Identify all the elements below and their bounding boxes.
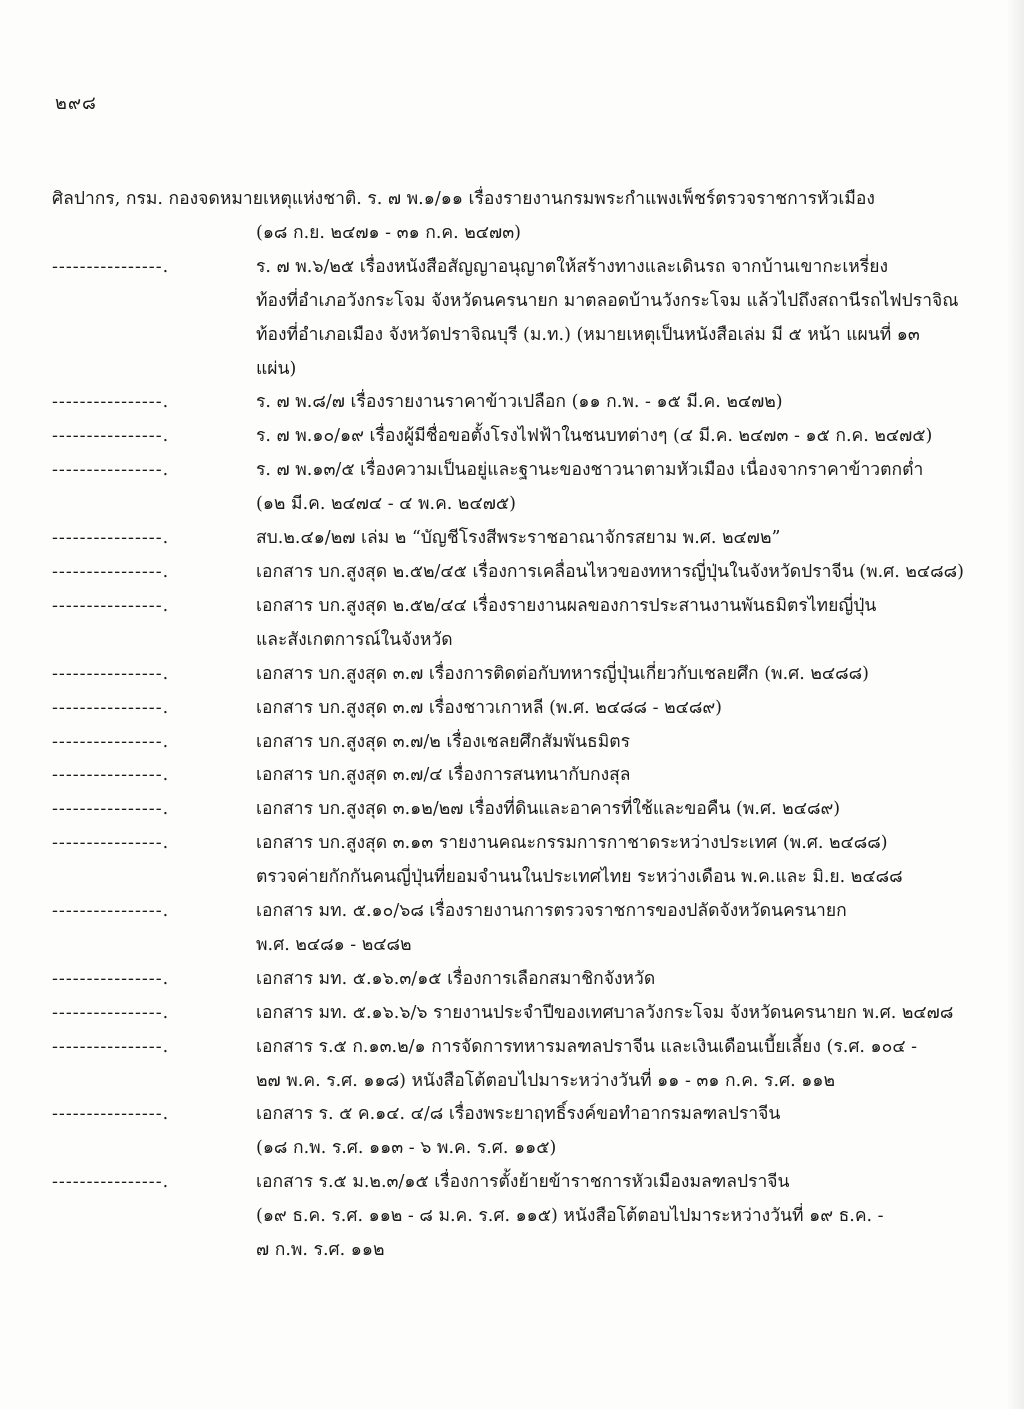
entry-text: [256, 895, 1007, 963]
entry-text: [256, 759, 1007, 793]
ditto-dash: ----------------.: [52, 426, 170, 447]
entry-line: เอกสาร ร. ๕ ค.๑๔. ๔/๘ เรื่องพระยาฤทธิ์รงค์ขอทำอากรมลฑลปราจีน: [256, 1104, 781, 1125]
entry-line: (๑๙ ธ.ค. ร.ศ. ๑๑๒ - ๘ ม.ค. ร.ศ. ๑๑๕) หนังสือโต้ตอบไปมาระหว่างวันที่ ๑๙ ธ.ค. -: [256, 1206, 884, 1227]
bibliography-entry: [52, 386, 1007, 420]
entry-line: ร. ๗ พ.๑๐/๑๙ เรื่องผู้มีชื่อขอตั้งโรงไฟฟ้าในชนบทต่างๆ (๔ มี.ค. ๒๔๗๓ - ๑๕ ก.ค. ๒๔๗๕): [256, 426, 933, 447]
entry-text: [256, 1166, 1007, 1268]
entry-line: เอกสาร มท. ๕.๑๐/๖๘ เรื่องรายงานการตรวจราชการของปลัดจังหวัดนครนายก: [256, 901, 847, 922]
ditto-dash: ----------------.: [52, 1036, 170, 1057]
entry-line: ร. ๗ พ.๘/๗ เรื่องรายงานราคาข้าวเปลือก (๑๑ ก.พ. - ๑๕ มี.ค. ๒๔๗๒): [256, 392, 783, 413]
entry-line: แผ่น): [256, 358, 297, 379]
entry-line: เอกสาร ร.๕ ก.๑๓.๒/๑ การจัดการทหารมลฑลปราจีน และเงินเดือนเบี้ยเลี้ยง (ร.ศ. ๑๐๔ -: [256, 1036, 918, 1057]
entry-line: ตรวจค่ายกักกันคนญี่ปุ่นที่ยอมจำนนในประเทศไทย ระหว่างเดือน พ.ค.และ มิ.ย. ๒๔๘๘: [256, 867, 903, 888]
ditto-dash: ----------------.: [52, 595, 170, 616]
entry-line: เอกสาร มท. ๕.๑๖.๓/๑๕ เรื่องการเลือกสมาชิกจังหวัด: [256, 968, 656, 989]
entry-text: [256, 1098, 1007, 1166]
entry-text: [256, 590, 1007, 658]
ditto-dash: ----------------.: [52, 833, 170, 854]
entry-line: สบ.๒.๔๑/๒๗ เล่ม ๒ “บัญชีโรงสีพระราชอาณาจักรสยาม พ.ศ. ๒๔๗๒”: [256, 528, 781, 549]
bibliography-entry: [52, 827, 1007, 895]
bibliography-entry: [52, 963, 1007, 997]
entry-line: ๒๗ พ.ค. ร.ศ. ๑๑๘) หนังสือโต้ตอบไปมาระหว่างวันที่ ๑๑ - ๓๑ ก.ค. ร.ศ. ๑๑๒: [256, 1070, 835, 1091]
page-edge-shadow: [1006, 0, 1024, 1409]
bibliography: [52, 183, 1007, 1268]
entry-text: [256, 963, 1007, 997]
ditto-dash: ----------------.: [52, 1172, 170, 1193]
bibliography-entry: [52, 251, 1007, 387]
entry-line: เอกสาร บก.สูงสุด ๒.๕๒/๔๔ เรื่องรายงานผลของการประสานงานพันธมิตรไทยญี่ปุ่น: [256, 595, 877, 616]
entry-line: (๑๒ มี.ค. ๒๔๗๔ - ๔ พ.ค. ๒๔๗๕): [256, 494, 516, 515]
bibliography-entry: [52, 726, 1007, 760]
entry-line: เอกสาร บก.สูงสุด ๓.๗/๒ เรื่องเชลยศึกสัมพันธมิตร: [256, 731, 631, 752]
entry-line: ๗ ก.พ. ร.ศ. ๑๑๒: [256, 1240, 385, 1261]
entry-text: [256, 556, 1007, 590]
entry-text: [256, 793, 1007, 827]
ditto-dash: ----------------.: [52, 663, 170, 684]
bibliography-entry: [52, 1166, 1007, 1268]
entry-text: [256, 251, 1007, 387]
bibliography-entry: [52, 895, 1007, 963]
ditto-dash: ----------------.: [52, 528, 170, 549]
entry-line: เอกสาร บก.สูงสุด ๓.๗ เรื่องการติดต่อกับทหารญี่ปุ่นเกี่ยวกับเชลยศึก (พ.ศ. ๒๔๘๘): [256, 663, 869, 684]
bibliography-entry: [52, 692, 1007, 726]
ditto-dash: ----------------.: [52, 731, 170, 752]
ditto-dash: ----------------.: [52, 697, 170, 718]
bibliography-entry: [52, 658, 1007, 692]
entry-text: [256, 522, 1007, 556]
entry-line: และสังเกตการณ์ในจังหวัด: [256, 629, 453, 650]
bibliography-entry: [52, 1031, 1007, 1099]
entry-line: พ.ศ. ๒๔๘๑ - ๒๔๘๒: [256, 934, 412, 955]
ditto-dash: ----------------.: [52, 901, 170, 922]
entry-text: [256, 726, 1007, 760]
ditto-dash: ----------------.: [52, 256, 170, 277]
entry-line: ศิลปากร, กรม. กองจดหมายเหตุแห่งชาติ. ร. ๗ พ.๑/๑๑ เรื่องรายงานกรมพระกำแพงเพ็ชร์ตรวจราชการหัวเมือง: [52, 189, 875, 209]
bibliography-entry: [52, 420, 1007, 454]
entry-line: ท้องที่อำเภอเมือง จังหวัดปราจิณบุรี (ม.ท.) (หมายเหตุเป็นหนังสือเล่ม มี ๕ หน้า แผนที่ ๑๓: [256, 324, 920, 345]
bibliography-entry: [52, 454, 1007, 522]
entry-line: (๑๘ ก.พ. ร.ศ. ๑๑๓ - ๖ พ.ค. ร.ศ. ๑๑๕): [256, 1138, 557, 1159]
entry-line: ร. ๗ พ.๑๓/๕ เรื่องความเป็นอยู่และฐานะของชาวนาตามหัวเมือง เนื่องจากราคาข้าวตกต่ำ: [256, 460, 924, 481]
ditto-dash: ----------------.: [52, 968, 170, 989]
entry-line: เอกสาร บก.สูงสุด ๒.๕๒/๔๕ เรื่องการเคลื่อนไหวของทหารญี่ปุ่นในจังหวัดปราจีน (พ.ศ. ๒๔๘๘): [256, 561, 965, 582]
bibliography-entry: [52, 759, 1007, 793]
entry-text: [256, 454, 1007, 522]
page-number: ๒๙๘: [55, 93, 97, 114]
bibliography-entry: [52, 556, 1007, 590]
ditto-dash: ----------------.: [52, 392, 170, 413]
ditto-dash: ----------------.: [52, 765, 170, 786]
entry-line: เอกสาร บก.สูงสุด ๓.๗/๔ เรื่องการสนทนากับกงสุล: [256, 765, 631, 786]
entry-text: [256, 658, 1007, 692]
entry-line: (๑๘ ก.ย. ๒๔๗๑ - ๓๑ ก.ค. ๒๔๗๓): [256, 222, 521, 243]
entry-line: เอกสาร มท. ๕.๑๖.๖/๖ รายงานประจำปีของเทศบาลวังกระโจม จังหวัดนครนายก พ.ศ. ๒๔๗๘: [256, 1002, 954, 1023]
entry-text: [256, 386, 1007, 420]
ditto-dash: ----------------.: [52, 1002, 170, 1023]
ditto-dash: ----------------.: [52, 799, 170, 820]
bibliography-entry: [52, 590, 1007, 658]
bibliography-entry: [52, 522, 1007, 556]
ditto-dash: ----------------.: [52, 460, 170, 481]
entry-text: [256, 1031, 1007, 1099]
entry-line: เอกสาร บก.สูงสุด ๓.๗ เรื่องชาวเกาหลี (พ.ศ. ๒๔๘๘ - ๒๔๘๙): [256, 697, 723, 718]
entry-line: เอกสาร บก.สูงสุด ๓.๑๒/๒๗ เรื่องที่ดินและอาคารที่ใช้และขอคืน (พ.ศ. ๒๔๘๙): [256, 799, 841, 820]
bibliography-entry-first: [52, 183, 1007, 251]
entry-line: เอกสาร ร.๕ ม.๒.๓/๑๕ เรื่องการตั้งย้ายข้าราชการหัวเมืองมลฑลปราจีน: [256, 1172, 790, 1193]
entry-line: ร. ๗ พ.๖/๒๕ เรื่องหนังสือสัญญาอนุญาตให้สร้างทางและเดินรถ จากบ้านเขากะเหรี่ยง: [256, 256, 889, 277]
entry-text: [256, 420, 1007, 454]
bibliography-entry: [52, 1098, 1007, 1166]
entry-text: [256, 692, 1007, 726]
ditto-dash: ----------------.: [52, 561, 170, 582]
entry-line: เอกสาร บก.สูงสุด ๓.๑๓ รายงานคณะกรรมการกาชาดระหว่างประเทศ (พ.ศ. ๒๔๘๘): [256, 833, 888, 854]
bibliography-entry: [52, 793, 1007, 827]
bibliography-entry: [52, 997, 1007, 1031]
entry-text: [256, 827, 1007, 895]
ditto-dash: ----------------.: [52, 1104, 170, 1125]
entry-text: [256, 997, 1007, 1031]
entry-line: ท้องที่อำเภอวังกระโจม จังหวัดนครนายก มาตลอดบ้านวังกระโจม แล้วไปถึงสถานีรถไฟปราจิณ: [256, 290, 959, 311]
